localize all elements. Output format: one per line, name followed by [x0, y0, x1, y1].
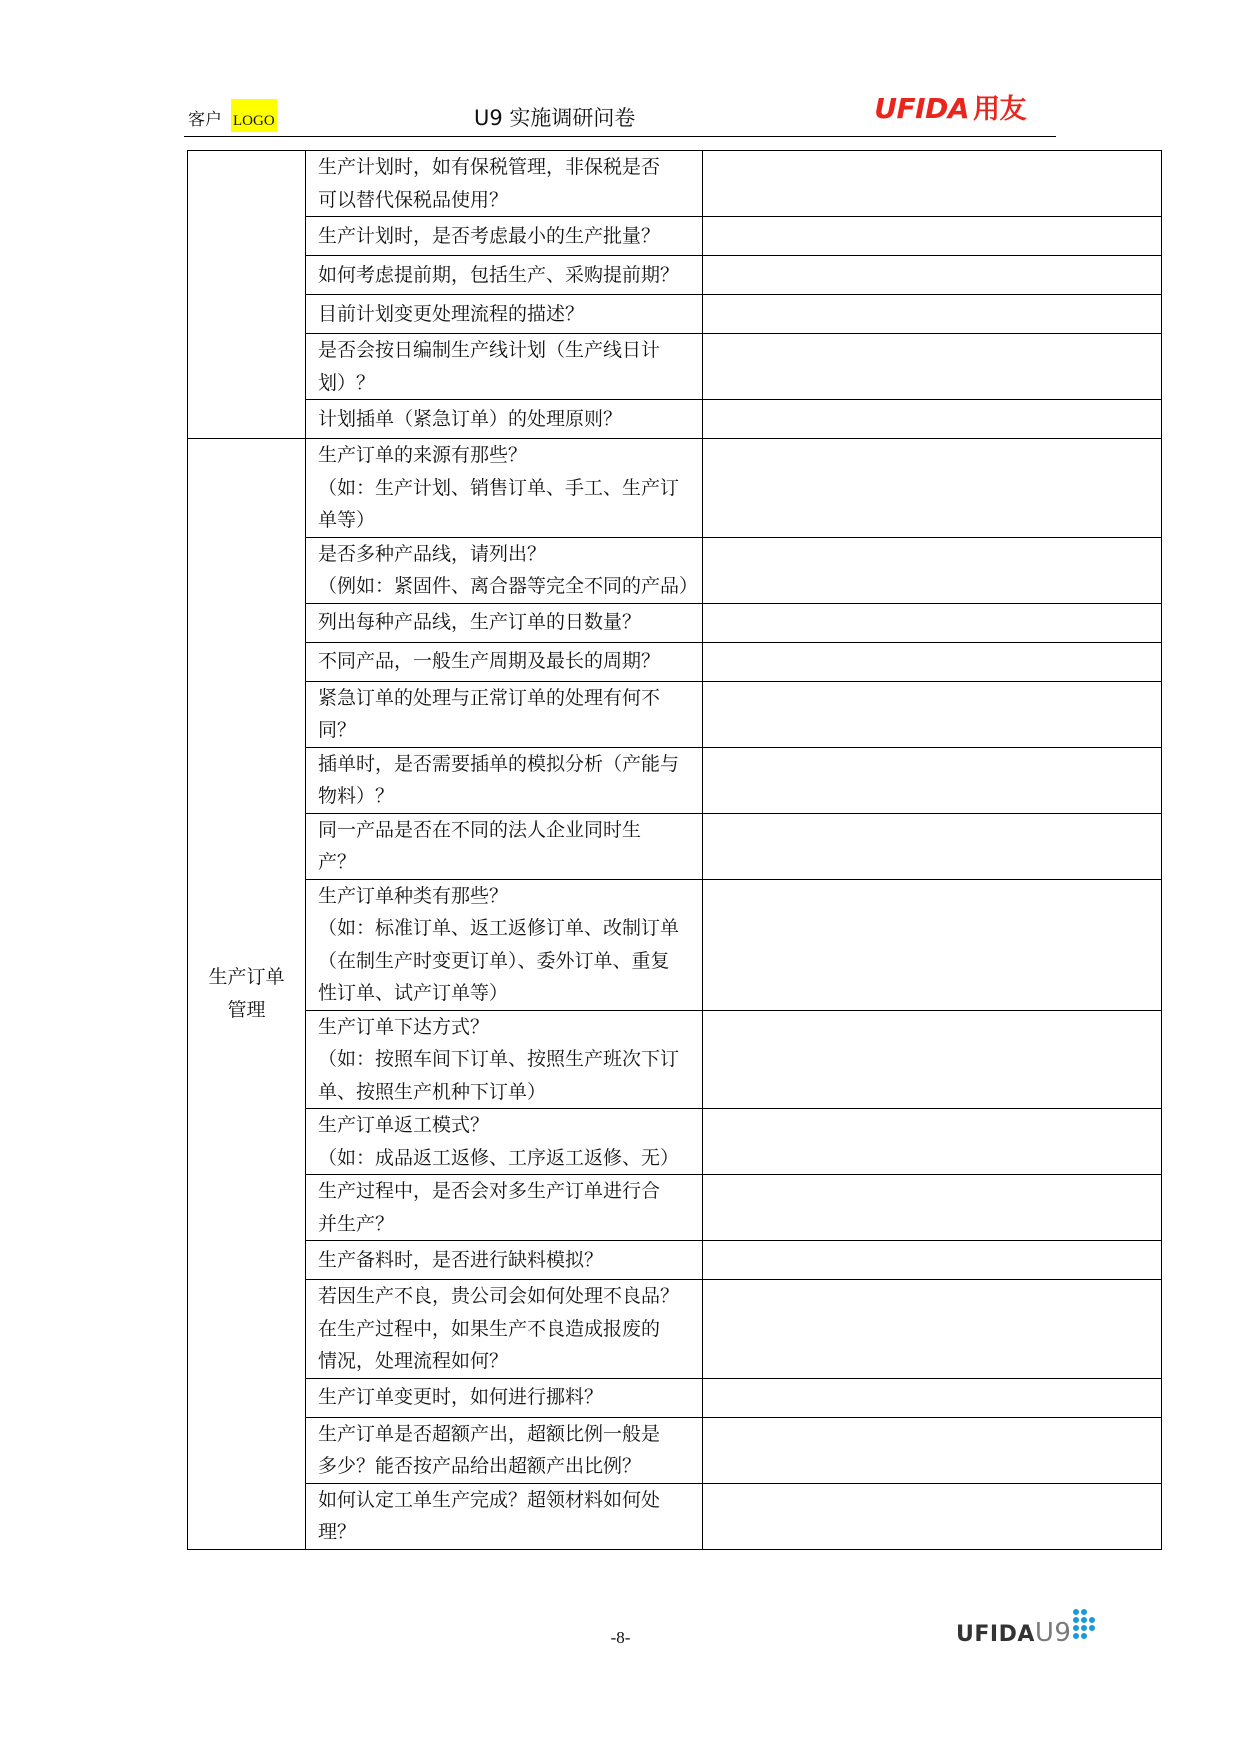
question-text: （如：成品返工返修、工序返工返修、无） [318, 1146, 680, 1169]
question-text: 单等） [318, 509, 376, 531]
document-title: U9 实施调研问卷 [474, 106, 636, 130]
question-cell [306, 603, 703, 642]
table-row [188, 747, 1162, 813]
question-text: （例如：紧固件、离合器等完全不同的产品） [318, 575, 699, 597]
answer-cell[interactable] [703, 1417, 1162, 1483]
question-text: 生产计划时，是否考虑最小的生产批量？ [318, 224, 661, 247]
answer-cell[interactable] [703, 151, 1162, 217]
category-label: 管理 [227, 998, 266, 1021]
question-cell [306, 400, 703, 439]
question-text: 生产过程中，是否会对多生产订单进行合 [318, 1180, 661, 1202]
question-text: 理？ [318, 1521, 357, 1543]
category-cell [188, 439, 306, 1550]
question-text: 情况，处理流程如何？ [318, 1350, 509, 1372]
question-text: 同一产品是否在不同的法人企业同时生 [318, 818, 642, 841]
table-row [188, 295, 1162, 334]
answer-cell[interactable] [703, 256, 1162, 295]
client-logo-placeholder: LOGO [231, 99, 277, 132]
table-row [188, 681, 1162, 747]
client-label: 客户 [188, 110, 222, 130]
question-text: 生产订单下达方式？ [318, 1015, 490, 1038]
question-cell [306, 1417, 703, 1483]
question-text: 同？ [318, 719, 357, 741]
answer-cell[interactable] [703, 400, 1162, 439]
answer-cell[interactable] [703, 1010, 1162, 1109]
question-text: 生产订单是否超额产出，超额比例一般是 [318, 1422, 661, 1445]
answer-cell[interactable] [703, 439, 1162, 538]
question-text: 列出每种产品线，生产订单的日数量？ [318, 611, 642, 634]
question-text: （如：按照车间下订单、按照生产班次下订 [318, 1048, 680, 1070]
question-text: 如何认定工单生产完成？超领材料如何处 [318, 1488, 661, 1511]
table-row [188, 1010, 1162, 1109]
table-row [188, 1280, 1162, 1379]
table-row [188, 879, 1162, 1010]
survey-table [187, 150, 1162, 1550]
answer-cell[interactable] [703, 1378, 1162, 1417]
question-text: 生产订单的来源有那些？ [318, 444, 528, 466]
answer-cell[interactable] [703, 747, 1162, 813]
question-text: 物料）？ [318, 785, 395, 807]
answer-cell[interactable] [703, 295, 1162, 334]
question-cell [306, 747, 703, 813]
question-cell [306, 879, 703, 1010]
brand-latin: UFIDA [874, 92, 969, 125]
question-cell [306, 1483, 703, 1549]
question-cell [306, 439, 703, 538]
answer-cell[interactable] [703, 537, 1162, 603]
survey-table-body [188, 151, 1162, 1550]
question-text: 在生产过程中，如果生产不良造成报废的 [318, 1317, 661, 1340]
question-text: 生产订单变更时，如何进行挪料？ [318, 1386, 604, 1409]
table-row [188, 1417, 1162, 1483]
question-text: 若因生产不良，贵公司会如何处理不良品？ [318, 1285, 680, 1307]
question-text: 插单时，是否需要插单的模拟分析（产能与 [318, 752, 680, 775]
question-text: 是否多种产品线，请列出？ [318, 542, 547, 565]
question-cell [306, 295, 703, 334]
answer-cell[interactable] [703, 879, 1162, 1010]
question-text: 单、按照生产机种下订单） [318, 1080, 547, 1103]
question-text: 计划插单（紧急订单）的处理原则？ [318, 407, 623, 430]
question-text: 性订单、试产订单等） [318, 982, 509, 1004]
question-cell [306, 217, 703, 256]
category-cell [188, 151, 306, 439]
answer-cell[interactable] [703, 642, 1162, 681]
question-cell [306, 1280, 703, 1379]
question-text: 生产计划时，如有保税管理，非保税是否 [318, 156, 661, 178]
table-row [188, 537, 1162, 603]
answer-cell[interactable] [703, 603, 1162, 642]
question-cell [306, 256, 703, 295]
question-text: 如何考虑提前期，包括生产、采购提前期？ [318, 263, 680, 286]
answer-cell[interactable] [703, 334, 1162, 400]
footer-logo-text: UFIDAU9 [956, 1618, 1072, 1648]
dots-icon [1068, 1606, 1108, 1646]
question-cell [306, 1109, 703, 1175]
ufida-brand-logo [874, 87, 1026, 126]
question-cell [306, 334, 703, 400]
question-text: （在制生产时变更订单）、委外订单、重复 [318, 949, 670, 972]
question-text: 紧急订单的处理与正常订单的处理有何不 [318, 686, 661, 709]
answer-cell[interactable] [703, 217, 1162, 256]
table-row [188, 400, 1162, 439]
question-cell [306, 813, 703, 879]
brand-cn: 用友 [973, 94, 1026, 125]
question-text: 可以替代保税品使用？ [318, 188, 509, 211]
question-cell [306, 1241, 703, 1280]
question-cell [306, 1175, 703, 1241]
question-text: （如：标准订单、返工返修订单、改制订单 [318, 917, 680, 939]
answer-cell[interactable] [703, 1109, 1162, 1175]
answer-cell[interactable] [703, 1280, 1162, 1379]
table-row [188, 151, 1162, 217]
question-text: 生产订单返工模式？ [318, 1114, 490, 1136]
table-row [188, 256, 1162, 295]
question-cell [306, 1010, 703, 1109]
table-row [188, 1378, 1162, 1417]
table-row [188, 642, 1162, 681]
answer-cell[interactable] [703, 813, 1162, 879]
question-text: 不同产品，一般生产周期及最长的周期？ [318, 650, 661, 673]
table-row [188, 603, 1162, 642]
answer-cell[interactable] [703, 1241, 1162, 1280]
page-number: -8- [610, 1628, 631, 1647]
table-row [188, 1109, 1162, 1175]
question-text: 生产备料时，是否进行缺料模拟？ [318, 1248, 604, 1271]
table-row [188, 334, 1162, 400]
category-label: 生产订单 [208, 966, 285, 989]
table-row [188, 813, 1162, 879]
table-row [188, 217, 1162, 256]
answer-cell[interactable] [703, 1175, 1162, 1241]
table-row [188, 1241, 1162, 1280]
question-cell [306, 1378, 703, 1417]
question-cell [306, 681, 703, 747]
page-header [184, 88, 1056, 137]
answer-cell[interactable] [703, 681, 1162, 747]
answer-cell[interactable] [703, 1483, 1162, 1549]
table-row [188, 439, 1162, 538]
question-text: 产？ [318, 851, 357, 873]
question-cell [306, 151, 703, 217]
table-row [188, 1483, 1162, 1549]
table-row [188, 1175, 1162, 1241]
question-cell [306, 537, 703, 603]
question-text: 是否会按日编制生产线计划（生产线日计 [318, 339, 661, 361]
question-text: 生产订单种类有那些？ [318, 884, 509, 907]
question-cell [306, 642, 703, 681]
ufida-u9-footer-logo [956, 1606, 1106, 1650]
question-text: 目前计划变更处理流程的描述？ [318, 302, 585, 325]
question-text: （如：生产计划、销售订单、手工、生产订 [318, 476, 680, 499]
question-text: 并生产？ [318, 1212, 395, 1235]
question-text: 多少？能否按产品给出超额产出比例？ [318, 1455, 642, 1477]
question-text: 划）？ [318, 371, 376, 394]
